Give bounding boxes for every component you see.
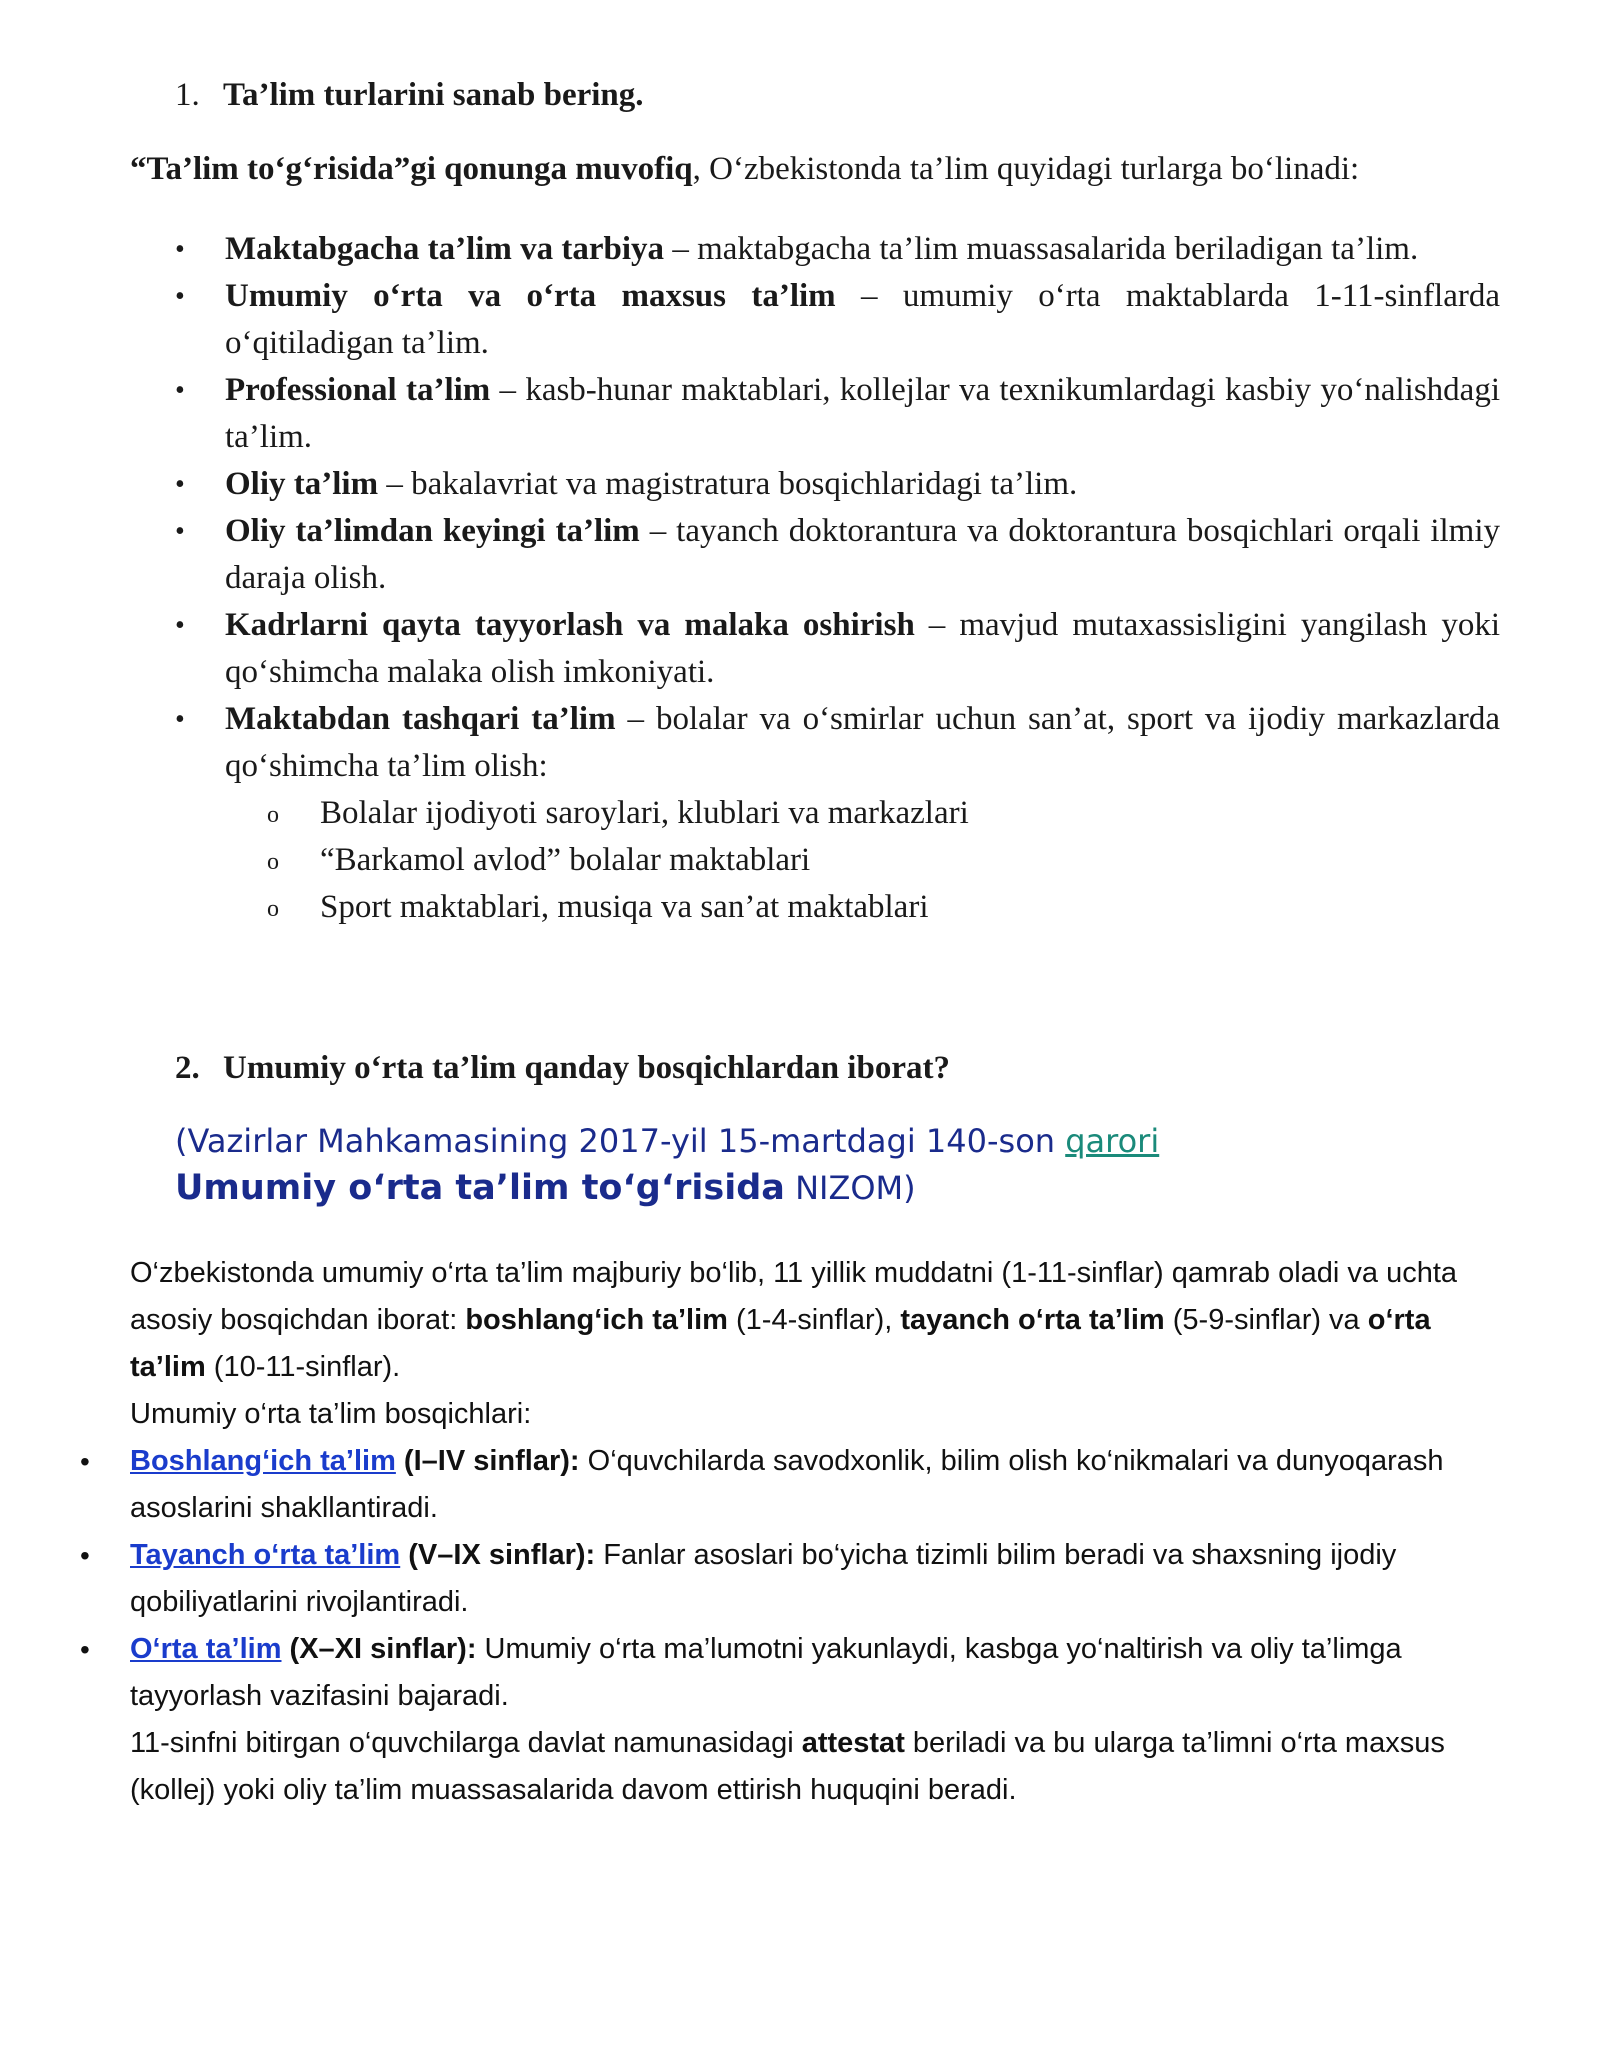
stage-link[interactable]: O‘rta ta’lim: [130, 1633, 282, 1665]
list-item: [130, 602, 1500, 696]
type-desc: – maktabgacha ta’lim muassasalarida beriladigan ta’lim.: [664, 231, 1419, 267]
list-item: [130, 696, 1500, 931]
list-item: [130, 367, 1500, 461]
qarori-link[interactable]: qarori: [1065, 1122, 1160, 1160]
type-desc: – kasb-hunar maktablari, kollejlar va texnikumlardagi kasbiy yo‘nalishdagi ta’lim.: [225, 372, 1501, 455]
list-item: [80, 1438, 1510, 1532]
list-item: [130, 508, 1500, 602]
type-desc: – bakalavriat va magistratura bosqichlaridagi ta’lim.: [378, 466, 1078, 502]
para-bold: tayanch o‘rta ta’lim: [900, 1304, 1165, 1336]
education-types-list: [130, 226, 1500, 931]
para-text: (5-9-sinflar) va: [1164, 1304, 1368, 1336]
question-2-number: 2.: [175, 1050, 200, 1086]
type-term: Oliy ta’lim: [225, 466, 379, 502]
question-1-number: 1.: [175, 77, 200, 113]
list-item: [130, 273, 1500, 367]
stage-link[interactable]: Tayanch o‘rta ta’lim: [130, 1539, 401, 1571]
para-bold: boshlang‘ich ta’lim: [465, 1304, 728, 1336]
type-term: Umumiy o‘rta va o‘rta maxsus ta’lim: [225, 278, 836, 314]
intro-text: , O‘zbekistonda ta’lim quyidagi turlarga bo‘linadi:: [692, 151, 1360, 187]
stage-grades: (I–IV sinflar):: [395, 1445, 580, 1477]
list-item: [130, 226, 1500, 273]
attestat-paragraph: [130, 1720, 1510, 1814]
para-bold: attestat: [801, 1727, 905, 1759]
para-text: (1-4-sinflar),: [727, 1304, 901, 1336]
sublist-item: o Bolalar ijodiyoti saroylari, klublari va markazlari: [225, 790, 1500, 837]
list-item: [130, 461, 1500, 508]
type-desc: – umumiy o‘rta maktablarda 1-11-sinflarda o‘qitiladigan ta’lim.: [225, 278, 1500, 361]
para-text: (10-11-sinflar).: [205, 1351, 401, 1383]
type-term: Oliy ta’limdan keyingi ta’lim: [225, 513, 640, 549]
type-desc: – mavjud mutaxassisligini yangilash yoki qo‘shimcha malaka olish imkoniyati.: [225, 607, 1500, 690]
stage-grades: (X–XI sinflar):: [281, 1633, 477, 1665]
regulation-suffix: NIZOM): [784, 1169, 916, 1207]
question-1-heading: [175, 72, 1495, 119]
stage-desc: O‘quvchilarda savodxonlik, bilim olish ko‘nikmalari va dunyoqarash asoslarini shakllantiradi.: [130, 1445, 1444, 1524]
stage-desc: Fanlar asoslari bo‘yicha tizimli bilim beradi va shaxsning ijodiy qobiliyatlarini rivojlantiradi.: [130, 1539, 1397, 1618]
stage-grades: (V–IX sinflar):: [400, 1539, 596, 1571]
question-1-title: Ta’lim turlarini sanab bering.: [223, 77, 644, 113]
citation-line-1: [175, 1118, 1495, 1165]
stage-desc: Umumiy o‘rta ma’lumotni yakunlaydi, kasbga yo‘naltirish va oliy ta’limga tayyorlash vazifasini bajaradi.: [130, 1633, 1402, 1712]
type-term: Kadrlarni qayta tayyorlash va malaka oshirish: [225, 607, 915, 643]
general-education-paragraph: [130, 1250, 1510, 1438]
extracurricular-sublist: [225, 790, 1500, 931]
education-stages-list: [80, 1438, 1510, 1720]
citation-text: (Vazirlar Mahkamasining 2017-yil 15-martdagi 140-son: [175, 1122, 1066, 1160]
list-item: [80, 1626, 1510, 1720]
para-text: O‘zbekistonda umumiy o‘rta ta’lim majburiy bo‘lib, 11 yillik muddatni (1-11-sinflar) qamrab oladi va uchta asosiy bosqichdan iborat:: [130, 1257, 1458, 1336]
sublist-item: o Sport maktablari, musiqa va san’at maktablari: [225, 884, 1500, 931]
citation-line-2: [175, 1165, 1495, 1212]
intro-law-name: “Ta’lim to‘g‘risida”gi qonunga muvofiq: [130, 151, 693, 187]
stage-link[interactable]: Boshlang‘ich ta’lim: [130, 1445, 396, 1477]
type-term: Professional ta’lim: [225, 372, 491, 408]
type-desc: – tayanch doktorantura va doktorantura bosqichlari orqali ilmiy daraja olish.: [225, 513, 1500, 596]
type-term: Maktabgacha ta’lim va tarbiya: [225, 231, 665, 267]
citation: [175, 1118, 1495, 1212]
question-2-title: Umumiy o‘rta ta’lim qanday bosqichlardan iborat?: [223, 1050, 950, 1086]
type-desc: – bolalar va o‘smirlar uchun san’at, sport va ijodiy markazlarda qo‘shimcha ta’lim olish:: [225, 701, 1500, 784]
list-item: [80, 1532, 1510, 1626]
intro-paragraph: [130, 146, 1500, 193]
para-text: 11-sinfni bitirgan o‘quvchilarga davlat namunasidagi: [130, 1727, 802, 1759]
question-2-heading: [175, 1045, 1495, 1092]
stages-intro: Umumiy o‘rta ta’lim bosqichlari:: [130, 1398, 532, 1430]
type-term: Maktabdan tashqari ta’lim: [225, 701, 616, 737]
regulation-title: Umumiy o‘rta ta’lim to‘g‘risida: [175, 1168, 785, 1208]
para-bold: o‘rta ta’lim: [130, 1304, 1431, 1383]
para-text: beriladi va bu ularga ta’limni o‘rta maxsus (kollej) yoki oliy ta’lim muassasalarida davom ettirish huquqini beradi.: [130, 1727, 1445, 1806]
sublist-item: o “Barkamol avlod” bolalar maktablari: [225, 837, 1500, 884]
